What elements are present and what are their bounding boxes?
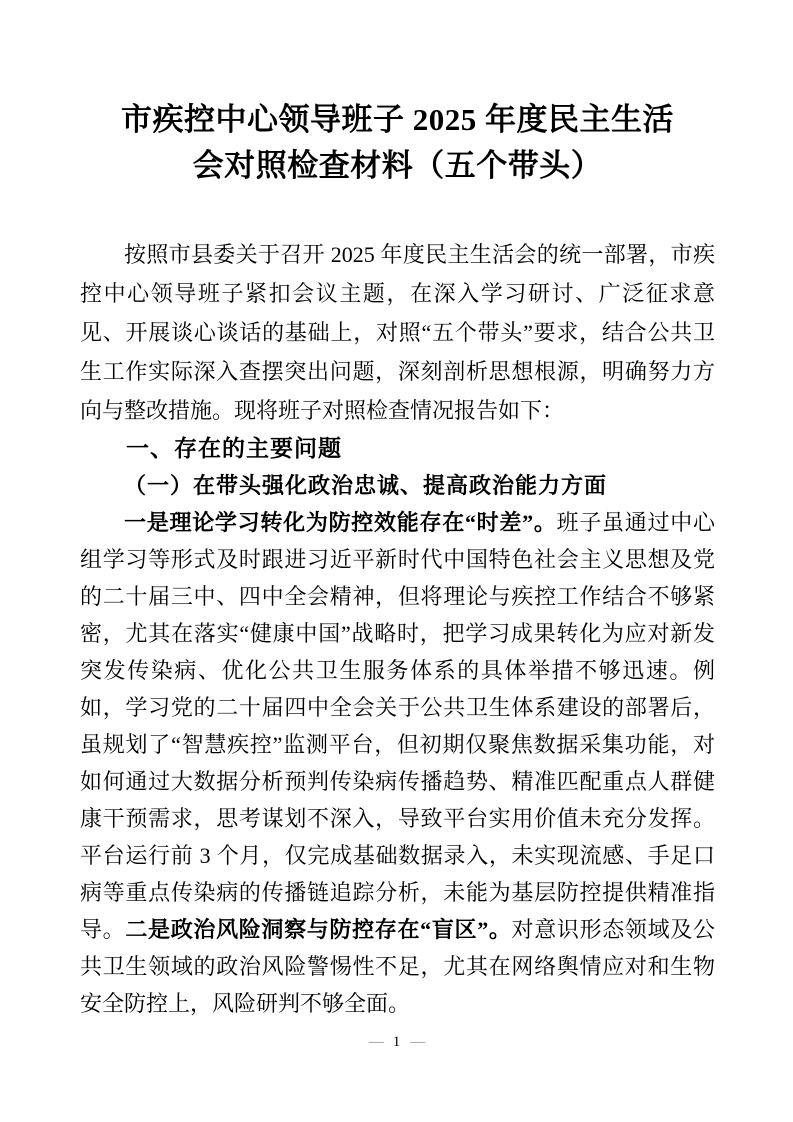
detail-lead-in-1: 一是理论学习转化为防控效能存在“时差”。 [124,510,557,535]
section-heading-main-problems: 一、存在的主要问题 [126,435,342,461]
document-title-line-2: 会对照检查材料（五个带头） [192,148,603,183]
detail-body-1: 班子虽通过中心组学习等形式及时跟进习近平新时代中国特色社会主义思想及党的二十届三中、四中全会精神，但将理论与疾控工作结合不够紧密，尤其在落实“健康中国”战略时，把学习成果转化为应对新发突发传染病、优化公共卫生服务体系的具体举措不够迅速。例如，学习党的二十届四中全会关于公共卫生体系建设的部署后，虽规划了“智慧疾控”监测平台，但初期仅聚焦数据采集功能，对如何通过大数据分析预判传染病传播趋势、精准匹配重点人群健康干预需求，思考谋划不深入，导致平台实用价值未充分发挥。平台运行前 3 个月，仅完成基础数据录入，未实现流感、手足口病等重点传染病的传播链追踪分析，未能为基层防控提供精准指导。 [80,510,715,942]
detail-body-2: 对意识形态领域及公共卫生领域的政治风险警惕性不足，尤其在网络舆情应对和生物安全防控上，风险研判不够全面。 [80,917,715,1016]
page-number: 1 [392,1034,401,1050]
document-content [80,0,715,1022]
document-title [80,97,715,189]
document-title-line-1: 市疾控中心领导班子 2025 年度民主生活 [121,102,674,137]
detail-paragraph [80,504,715,1022]
page-footer [0,1032,793,1052]
subsection-heading-political-loyalty: （一）在带头强化政治忠诚、提高政治能力方面 [124,473,608,498]
footer-right-dash: — [410,1034,425,1050]
intro-paragraph: 按照市县委关于召开 2025 年度民主生活会的统一部署，市疾控中心领导班子紧扣会议主题，在深入学习研讨、广泛征求意见、开展谈心谈话的基础上，对照“五个带头”要求，结合公共卫生工作实际深入查摆突出问题，深刻剖析思想根源，明确努力方向与整改措施。现将班子对照检查情况报告如下： [80,242,715,423]
footer-left-dash: — [368,1034,383,1050]
detail-lead-in-2: 二是政治风险洞察与防控存在“盲区”。 [125,917,512,942]
